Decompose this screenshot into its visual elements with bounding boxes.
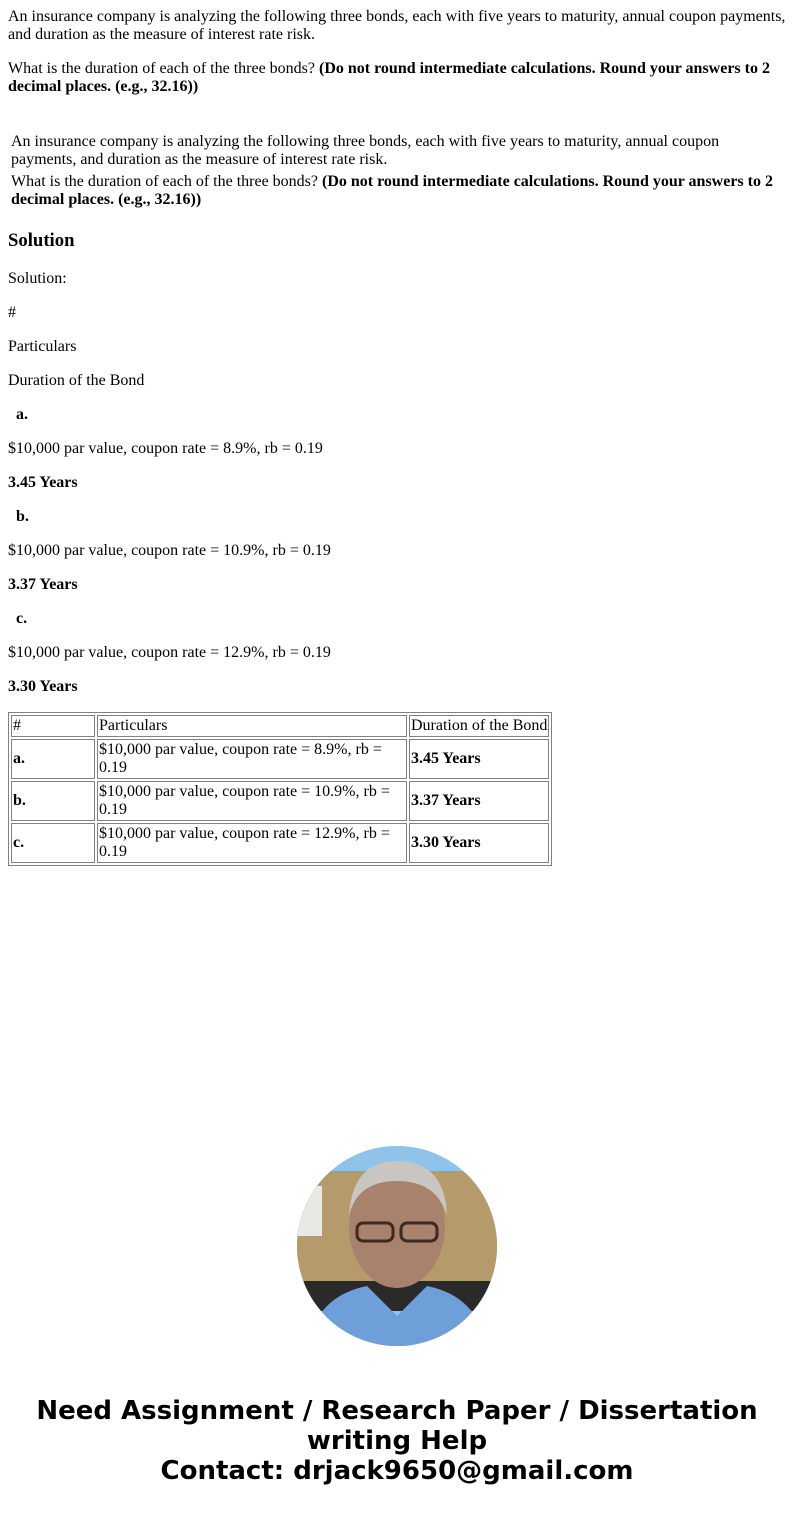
col-particulars: Particulars xyxy=(8,338,77,355)
row-particulars: $10,000 par value, coupon rate = 8.9%, rb = 0.19 xyxy=(8,440,323,457)
question-text: An insurance company is analyzing the following three bonds, each with five years to maturity, annual coupon payments, and duration as the measure of interest rate risk. xyxy=(8,8,786,43)
row-duration: 3.30 Years xyxy=(411,834,481,851)
instruction-text: (Do not round intermediate calculations. Round your answers to 2 decimal places. (e.g., 32.16)) xyxy=(8,60,770,95)
footer-line2: Contact: drjack9650@gmail.com xyxy=(160,1456,634,1486)
col-hash: # xyxy=(8,304,16,321)
row-id: c. xyxy=(16,610,28,627)
row-particulars: $10,000 par value, coupon rate = 12.9%, rb = 0.19 xyxy=(8,644,331,661)
ask-text: What is the duration of each of the three bonds? xyxy=(11,173,318,190)
row-particulars: $10,000 par value, coupon rate = 12.9%, rb = 0.19 xyxy=(97,823,407,863)
col-duration: Duration of the Bond xyxy=(8,372,145,389)
table-header-row xyxy=(11,715,549,737)
row-particulars: $10,000 par value, coupon rate = 10.9%, rb = 0.19 xyxy=(97,781,407,821)
row-id: b. xyxy=(16,508,29,525)
header-particulars: Particulars xyxy=(97,715,407,737)
table-row xyxy=(11,823,549,863)
row-particulars: $10,000 par value, coupon rate = 8.9%, rb = 0.19 xyxy=(97,739,407,779)
row-duration: 3.37 Years xyxy=(8,576,78,593)
row-id: a. xyxy=(16,406,28,423)
author-photo-container xyxy=(8,1146,786,1346)
row-duration: 3.37 Years xyxy=(411,792,481,809)
row-particulars: $10,000 par value, coupon rate = 10.9%, rb = 0.19 xyxy=(8,542,331,559)
table-row xyxy=(11,781,549,821)
row-duration: 3.30 Years xyxy=(8,678,78,695)
instruction-text: (Do not round intermediate calculations. Round your answers to 2 decimal places. (e.g., 32.16)) xyxy=(11,173,773,208)
row-duration: 3.45 Years xyxy=(8,474,78,491)
footer-contact xyxy=(8,1396,786,1486)
footer-line1: Need Assignment / Research Paper / Dissertation writing Help xyxy=(36,1396,758,1456)
row-id: b. xyxy=(13,792,26,809)
solution-heading: Solution xyxy=(8,230,75,251)
question-ask-repeat xyxy=(10,172,786,210)
portrait-image xyxy=(297,1146,497,1346)
solution-label: Solution: xyxy=(8,270,67,287)
header-hash: # xyxy=(11,715,95,737)
question-text-repeat: An insurance company is analyzing the following three bonds, each with five years to maturity, annual coupon payments, and duration as the measure of interest rate risk. xyxy=(11,133,720,168)
row-duration: 3.45 Years xyxy=(411,750,481,767)
row-id: a. xyxy=(13,750,25,767)
question-ask xyxy=(8,60,786,96)
author-photo xyxy=(297,1146,497,1346)
header-duration: Duration of the Bond xyxy=(409,715,549,737)
ask-text: What is the duration of each of the three bonds? xyxy=(8,60,315,77)
question-table xyxy=(8,130,788,212)
results-table xyxy=(8,712,552,866)
table-row xyxy=(11,739,549,779)
row-id: c. xyxy=(13,834,25,851)
